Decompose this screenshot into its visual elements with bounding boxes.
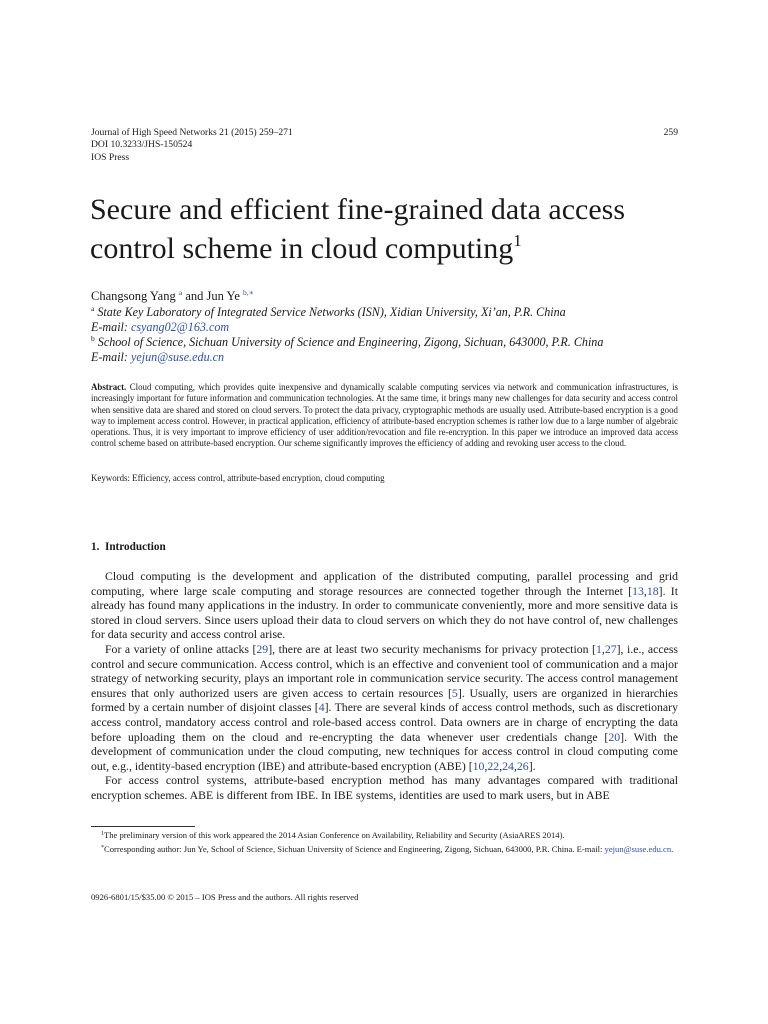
citation-link[interactable]: 20 [608, 729, 621, 744]
affiliation-b [91, 335, 691, 365]
body-text [91, 569, 678, 803]
citation-link[interactable]: 13 [632, 583, 644, 598]
footnote-divider [91, 826, 195, 827]
email-label: E-mail: [91, 320, 128, 334]
affiliation-link[interactable]: b,∗ [243, 288, 254, 297]
affiliation-label: a [91, 304, 95, 313]
email-link[interactable]: yejun@suse.edu.cn [130, 350, 225, 364]
paragraph [91, 569, 678, 642]
affiliation-text: School of Science, Sichuan University of Science and Engineering, Zigong, Sichuan, 643000, P.R. China [97, 335, 604, 349]
footnote-2 [91, 844, 678, 855]
email-link[interactable]: yejun@suse.edu.cn [604, 844, 672, 854]
author-name: Changsong Yang [91, 289, 176, 303]
citation-link[interactable]: 29 [256, 641, 269, 656]
journal-citation: Journal of High Speed Networks 21 (2015) 259–271 [91, 127, 293, 138]
affiliation-label: b [91, 334, 95, 343]
text-run: ], there are at least two security mechanisms for privacy protection [ [268, 641, 596, 656]
text-run: , [484, 758, 488, 773]
section-number: 1. [91, 541, 100, 553]
citation-link[interactable]: 4 [318, 700, 325, 715]
email-link[interactable]: csyang02@163.com [130, 320, 230, 334]
author-connector: and [185, 289, 204, 303]
paragraph [91, 642, 678, 773]
text-run: ]. With the development of communication under the cloud computing, new techniques for access control in cloud computing come out, e.g., identity-based encryption (IBE) and attribute-based encryption (ABE) [ [91, 729, 679, 773]
text-run: ]. Usually, users are organized in hierarchies formed by a certain number of disjoint classes [ [91, 685, 678, 715]
citation-link[interactable]: 24 [502, 758, 514, 773]
title-footnote-mark: 1 [513, 231, 522, 250]
title-line-1: Secure and efficient fine-grained data access [90, 193, 625, 226]
text-run: , [601, 641, 605, 656]
paragraph: For access control systems, attribute-based encryption method has many advantages compared with traditional encryption schemes. ABE is different from IBE. In IBE systems, identities are used to mark users, but in ABE [91, 773, 678, 802]
footnote-mark: * [101, 845, 104, 851]
doi: DOI 10.3233/JHS-150524 [91, 139, 193, 151]
footnote-mark: 1 [101, 831, 104, 837]
title-line-2: control scheme in cloud computing [90, 232, 514, 265]
journal-header [91, 127, 678, 164]
abstract-text: Cloud computing, which provides quite inexpensive and dynamically scalable computing services via network and communication infrastructures, is increasingly important for future information and communication technologies. At the same time, it brings many new challenges for data security and access control when sensitive data are shared and stored on cloud servers. To protect the data privacy, cryptographic methods are usually used. Attribute-based encryption is a good way to implement access control. However, in practical application, efficiency of attribute-based encryption schemes is rather low due to a large number of algebraic operations. Thus, it is very important to improve efficiency of user addition/revocation and file re-encryption. In this paper we introduce an improved data access control scheme based on attribute-based encryption. Our scheme significantly improves the efficiency of adding and revoking user access to the cloud. [91, 382, 679, 449]
footnote-text: Corresponding author: Jun Ye, School of Science, Sichuan University of Science and Engineering, Zigong, Sichuan, 643000, P.R. China. [104, 844, 575, 854]
text-run: , [643, 583, 647, 598]
footnote-1 [91, 830, 678, 841]
section-heading [91, 541, 166, 553]
email-label: E-mail: [576, 844, 603, 854]
text-run: ]. It already has found many applications in the industry. In order to communicate conveniently, more and more sensitive data is stored in cloud servers. Since users upload their data to cloud servers on which they do not have control of, new challenges for data security and access control arise. [91, 583, 678, 642]
citation-link[interactable]: 26 [516, 758, 529, 773]
affiliation-link[interactable]: a [178, 288, 183, 297]
author-list [91, 288, 254, 304]
citation-link[interactable]: 22 [487, 758, 500, 773]
citation-link[interactable]: 18 [646, 583, 659, 598]
text-run: , [499, 758, 503, 773]
abstract [91, 382, 678, 450]
text-run: ]. [528, 758, 536, 773]
affiliation-text: State Key Laboratory of Integrated Service Networks (ISN), Xidian University, Xi’an, P.R. China [97, 305, 566, 319]
paper-title [90, 190, 690, 268]
section-title: Introduction [104, 541, 166, 553]
citation-link[interactable]: 10 [472, 758, 485, 773]
text-run: Cloud computing is the development and application of the distributed computing, parallel processing and grid computing, where large scale computing and storage resources are connected together through the Internet [ [91, 569, 678, 598]
publisher: IOS Press [91, 151, 130, 163]
text-run: ], i.e., access control and secure communication. Access control, which is an effective and convenient tool of communication and a major strategy of networking security, plays an important role in communication service security. The access control management ensures that only authorized users are given access to certain resources [ [91, 641, 678, 700]
affiliation-a [91, 305, 691, 335]
citation-link[interactable]: 5 [451, 685, 458, 700]
abstract-label: Abstract. [91, 382, 127, 392]
page-number: 259 [663, 127, 678, 138]
keywords: Keywords: Efficiency, access control, attribute-based encryption, cloud computing [91, 473, 385, 483]
text-run: ]. There are several kinds of access control methods, such as discretionary access control, mandatory access control and role-based access control. Data owners are in charge of encrypting the data before uploading them on the cloud and re-encrypting the data whenever user credentials change [ [91, 700, 678, 744]
email-label: E-mail: [91, 350, 128, 364]
footnote-text: The preliminary version of this work appeared the 2014 Asian Conference on Availability, Reliability and Security (AsiaARES 2014). [104, 830, 565, 840]
footnote-end: . [671, 844, 674, 854]
text-run: For a variety of online attacks [ [105, 641, 257, 656]
citation-link[interactable]: 27 [604, 641, 617, 656]
author-name: Jun Ye [206, 289, 240, 303]
copyright-notice: 0926-6801/15/$35.00 © 2015 – IOS Press and the authors. All rights reserved [91, 892, 359, 902]
citation-link[interactable]: 1 [595, 641, 602, 656]
text-run: , [513, 758, 517, 773]
